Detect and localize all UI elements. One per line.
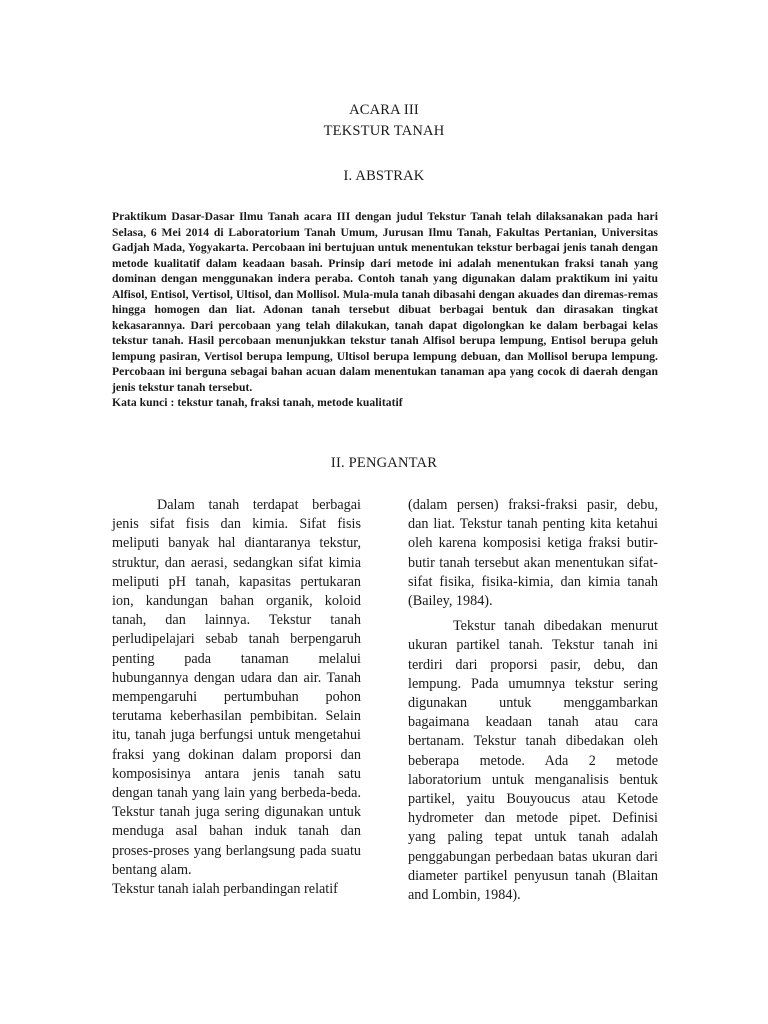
introduction-heading: II. PENGANTAR [330, 455, 438, 471]
right-column [408, 496, 658, 905]
abstract-heading: I. ABSTRAK [343, 168, 425, 184]
abstract-keywords: Kata kunci : tekstur tanah, fraksi tanah, metode kualitatif [112, 396, 403, 409]
paragraph: Dalam tanah terdapat berbagai jenis sifat fisis dan kimia. Sifat fisis meliputi banyak hal diantaranya tekstur, struktur, dan aerasi, sedangkan sifat kimia meliputi pH tanah, kapasitas pertukaran ion, kandungan bahan organik, koloid tanah, dan lainnya. Tekstur tanah perludipelajari sebab tanah berpengaruh penting pada tanaman melalui hubungannya dengan udara dan air. Tanah mempengaruhi pertumbuhan pohon terutama keberhasilan pembibitan. Selain itu, tanah juga berfungsi untuk mengetahui fraksi yang dokinan dalam proporsi dan komposisinya antara jenis tanah satu dengan tanah yang lain yang berbeda-beda. Tekstur tanah juga sering digunakan untuk menduga asal bahan induk tanah dan proses-proses yang berlangsung pada suatu bentang alam. [112, 497, 361, 878]
abstract-block [112, 209, 658, 411]
paragraph: (dalam persen) fraksi-fraksi pasir, debu, dan liat. Tekstur tanah penting kita ketahui oleh karena komposisi ketiga fraksi butir-butir tanah tersebut akan menentukan sifat-sifat fisika, fisika-kimia, dan kimia tanah (Bailey, 1984). [408, 497, 658, 610]
paragraph: Tekstur tanah ialah perbandingan relatif [112, 881, 338, 898]
left-column [112, 496, 361, 899]
abstract-body: Praktikum Dasar-Dasar Ilmu Tanah acara III dengan judul Tekstur Tanah telah dilaksanakan pada hari Selasa, 6 Mei 2014 di Laboratorium Tanah Umum, Jurusan Ilmu Tanah, Fakultas Pertanian, Universitas Gadjah Mada, Yogyakarta. Percobaan ini bertujuan untuk menentukan tekstur berbagai jenis tanah dengan metode kualitatif dalam keadaan basah. Prinsip dari metode ini adalah menentukan fraksi tanah yang dominan dengan menggunakan indera peraba. Contoh tanah yang digunakan dalam praktikum ini yaitu Alfisol, Entisol, Vertisol, Ultisol, dan Mollisol. Mula-mula tanah dibasahi dengan akuades dan diremas-remas hingga homogen dan liat. Adonan tanah tersebut dibuat berbagai bentuk dan dirasakan tingkat kekasarannya. Dari percobaan yang telah dilakukan, tanah dapat digolongkan ke dalam berbagai kelas tekstur tanah. Hasil percobaan menunjukkan tekstur tanah Alfisol berupa lempung, Entisol berupa geluh lempung pasiran, Vertisol berupa lempung, Ultisol berupa lempung debuan, dan Mollisol berupa lempung. Percobaan ini berguna sebagai bahan acuan dalam menentukan tanaman apa yang cocok di daerah dengan jenis tekstur tanah tersebut. [112, 210, 658, 394]
chapter-label: ACARA III [349, 102, 419, 118]
paragraph: Tekstur tanah dibedakan menurut ukuran partikel tanah. Tekstur tanah ini terdiri dari proporsi pasir, debu, dan lempung. Pada umumnya tekstur sering digunakan untuk menggambarkan bagaimana keadaan tanah atau cara bertanam. Tekstur tanah dibedakan oleh beberapa metode. Ada 2 metode laboratorium untuk menganalisis bentuk partikel, yaitu Bouyoucus atau Ketode hydrometer dan metode pipet. Definisi yang paling tepat untuk tanah adalah penggabungan perbedaan batas ukuran dari diameter partikel penyusun tanah (Blaitan and Lombin, 1984). [408, 618, 658, 904]
document-title: TEKSTUR TANAH [323, 123, 445, 139]
